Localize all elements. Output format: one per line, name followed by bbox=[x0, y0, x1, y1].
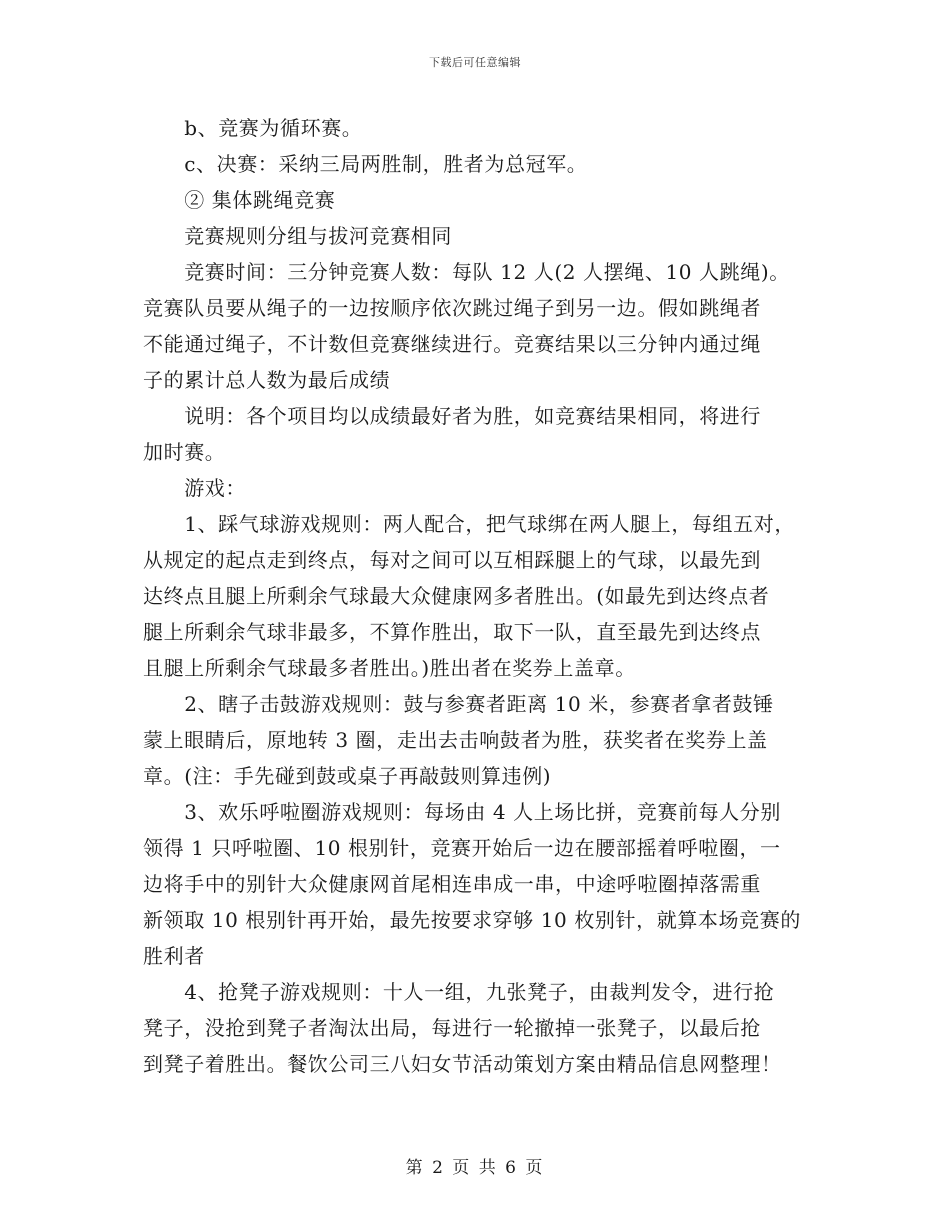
text-line: ② 集体跳绳竞赛 bbox=[143, 188, 336, 212]
page-header: 下载后可任意编辑 bbox=[429, 56, 521, 69]
text-line: b、竞赛为循环赛。 bbox=[143, 116, 363, 140]
text-line: 说明：各个项目均以成绩最好者为胜，如竞赛结果相同，将进行 bbox=[143, 404, 761, 428]
text-line: 蒙上眼睛后，原地转 3 圈，走出去击响鼓者为胜，获奖者在奖券上盖 bbox=[143, 728, 768, 752]
text-line: 不能通过绳子，不计数但竞赛继续进行。竞赛结果以三分钟内通过绳 bbox=[143, 332, 761, 356]
text-line: 领得 1 只呼啦圈、10 根别针，竞赛开始后一边在腰部摇着呼啦圈，一 bbox=[143, 836, 781, 860]
text-line: 1、踩气球游戏规则：两人配合，把气球绑在两人腿上，每组五对， bbox=[143, 512, 795, 536]
text-line: 竞赛规则分组与拔河竞赛相同 bbox=[143, 224, 452, 248]
text-line: 且腿上所剩余气球最多者胜出。)胜出者在奖券上盖章。 bbox=[143, 656, 636, 680]
text-line: 加时赛。 bbox=[143, 440, 226, 464]
page-number-footer: 第 2 页 共 6 页 bbox=[405, 1158, 545, 1178]
text-line: 3、欢乐呼啦圈游戏规则：每场由 4 人上场比拼，竞赛前每人分别 bbox=[143, 800, 781, 824]
text-line: c、决赛：采纳三局两胜制，胜者为总冠军。 bbox=[143, 152, 588, 176]
text-line: 竞赛时间：三分钟竞赛人数：每队 12 人(2 人摆绳、10 人跳绳)。 bbox=[143, 260, 790, 284]
text-line: 边将手中的别针大众健康网首尾相连串成一串，中途呼啦圈掉落需重 bbox=[143, 872, 761, 896]
text-line: 到凳子着胜出。餐饮公司三八妇女节活动策划方案由精品信息网整理！ bbox=[143, 1052, 782, 1076]
text-line: 腿上所剩余气球非最多，不算作胜出，取下一队，直至最先到达终点 bbox=[143, 620, 761, 644]
text-line: 游戏： bbox=[143, 476, 246, 500]
text-line: 新领取 10 根别针再开始，最先按要求穿够 10 枚别针，就算本场竞赛的 bbox=[143, 908, 801, 932]
text-line: 子的累计总人数为最后成绩 bbox=[143, 368, 391, 392]
text-line: 从规定的起点走到终点，每对之间可以互相踩腿上的气球，以最先到 bbox=[143, 548, 761, 572]
text-line: 胜利者 bbox=[143, 944, 205, 968]
text-line: 章。(注：手先碰到鼓或桌子再敲鼓则算违例) bbox=[143, 764, 552, 788]
text-line: 4、抢凳子游戏规则：十人一组，九张凳子，由裁判发令，进行抢 bbox=[143, 980, 775, 1004]
text-line: 凳子，没抢到凳子者淘汰出局，每进行一轮撤掉一张凳子，以最后抢 bbox=[143, 1016, 761, 1040]
text-line: 2、瞎子击鼓游戏规则：鼓与参赛者距离 10 米，参赛者拿者鼓锤 bbox=[143, 692, 774, 716]
document-body bbox=[143, 110, 813, 1082]
text-line: 竞赛队员要从绳子的一边按顺序依次跳过绳子到另一边。假如跳绳者 bbox=[143, 296, 761, 320]
text-line: 达终点且腿上所剩余气球最大众健康网多者胜出。(如最先到达终点者 bbox=[143, 584, 770, 608]
